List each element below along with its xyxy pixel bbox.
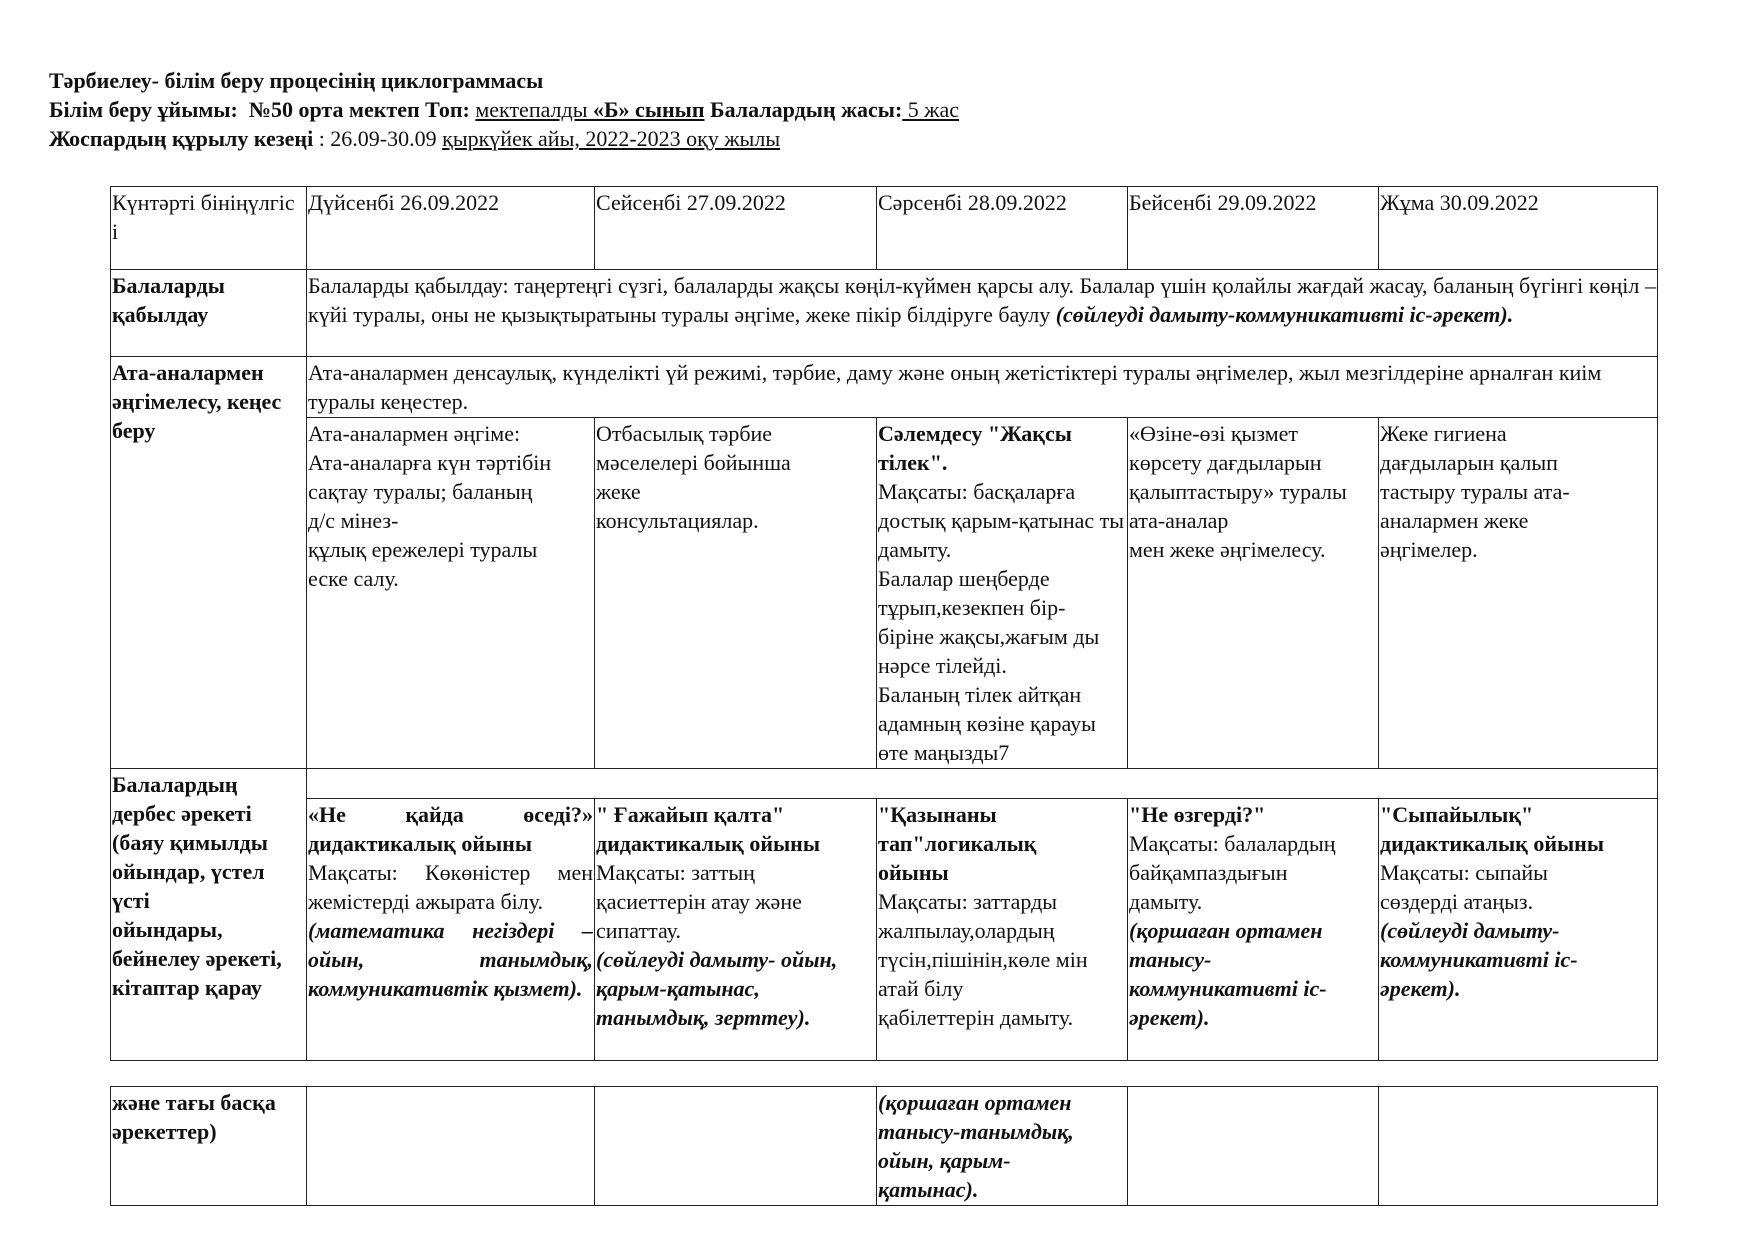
- reception-label: Балаларды қабылдау: [111, 270, 307, 357]
- header-tuesday: Сейсенбі 27.09.2022: [595, 187, 877, 270]
- parents-monday: Ата-аналармен әңгіме: Ата-аналарға күн тәртібін сақтау туралы; баланың д/с мінез- құлық ережелері туралы еске салу.: [307, 418, 595, 769]
- header-friday: Жұма 30.09.2022: [1379, 187, 1658, 270]
- parents-days-row: [111, 418, 1658, 769]
- continuation-label: және тағы басқа әрекеттер): [111, 1087, 307, 1206]
- continuation-friday: [1379, 1087, 1658, 1206]
- continuation-table: [110, 1086, 1658, 1206]
- activity-empty-cell: [307, 769, 1658, 799]
- activity-friday: "Сыпайылық" дидактикалық ойыны Мақсаты: сыпайы сөздерді атаңыз. (сөйлеуді дамыту- коммуникативті іс- әрекет).: [1379, 799, 1658, 1061]
- table-header-row: [111, 187, 1658, 270]
- parents-tuesday: Отбасылық тәрбие мәселелері бойынша жеке консультациялар.: [595, 418, 877, 769]
- header-monday: Дүйсенбі 26.09.2022: [307, 187, 595, 270]
- parents-common-row: [111, 357, 1658, 418]
- continuation-row: [111, 1087, 1658, 1206]
- parents-thursday: «Өзіне-өзі қызмет көрсету дағдыларын қалыптастыру» туралы ата-аналар мен жеке әңгімелесу.: [1128, 418, 1379, 769]
- cyclogram-table: [110, 186, 1658, 1061]
- activity-monday: «Не қайда өседі?» дидактикалық ойыны Мақсаты: Көкөністер мен жемістерді ажырата білу. (математика негіздері – ойын, танымдық, коммуникативтік қызмет).: [307, 799, 595, 1061]
- organization-line: Білім беру ұйымы: №50 орта мектеп Топ: мектепалды «Б» сынып Балалардың жасы: 5 жас: [49, 97, 960, 122]
- parents-friday: Жеке гигиена дағдыларын қалып тастыру туралы ата- аналармен жеке әңгімелер.: [1379, 418, 1658, 769]
- header-schedule: Күнтәрті бініңүлгіс і: [111, 187, 307, 270]
- activity-spacer-row: [111, 769, 1658, 799]
- parents-wednesday: Сәлемдесу "Жақсы тілек". Мақсаты: басқаларға достық қарым-қатынас ты дамыту. Балалар шеңберде тұрып,кезекпен бір- біріне жақсы,жағым ды нәрсе тілейді. Баланың тілек айтқан адамның көзіне қарауы өте маңызды7: [877, 418, 1128, 769]
- activity-tuesday: " Ғажайып қалта" дидактикалық ойыны Мақсаты: заттың қасиеттерін атау және сипаттау. (сөйлеуді дамыту- ойын, қарым-қатынас, танымдық, зерттеу).: [595, 799, 877, 1061]
- activity-days-row: [111, 799, 1658, 1061]
- continuation-monday: [307, 1087, 595, 1206]
- reception-text: Балаларды қабылдау: таңертеңгі сүзгі, балаларды жақсы көңіл-күймен қарсы алу. Балалар үшін қолайлы жағдай жасау, баланың бүгінгі көңіл – күйі туралы, оны не қызықтыратыны туралы әңгіме, жеке пікір білдіруге баулу (сөйлеуді дамыту-коммуникативті іс-әрекет).: [307, 270, 1658, 357]
- parents-label: Ата-аналармен әңгімелесу, кеңес беру: [111, 357, 307, 769]
- activity-wednesday: "Қазынаны тап"логикалық ойыны Мақсаты: заттарды жалпылау,олардың түсін,пішінін,көле мін атай білу қабілеттерін дамыту.: [877, 799, 1128, 1061]
- reception-row: [111, 270, 1658, 357]
- continuation-thursday: [1128, 1087, 1379, 1206]
- activity-thursday: "Не өзгерді?" Мақсаты: балалардың байқампаздығын дамыту. (қоршаған ортамен танысу- коммуникативті іс- әрекет).: [1128, 799, 1379, 1061]
- continuation-wednesday: (қоршаған ортамен танысу-танымдық, ойын, қарым- қатынас).: [877, 1087, 1128, 1206]
- header-wednesday: Сәрсенбі 28.09.2022: [877, 187, 1128, 270]
- activity-label: Балалардың дербес әрекеті (баяу қимылды ойындар, үстел үсті ойындары, бейнелеу әрекеті, кітаптар қарау: [111, 769, 307, 1061]
- document-title: Тәрбиелеу- білім беру процесінің циклограммасы: [49, 68, 544, 93]
- period-line: Жоспардың құрылу кезеңі : 26.09-30.09 қыркүйек айы, 2022-2023 оқу жылы: [49, 126, 781, 151]
- document-header: [49, 66, 959, 153]
- parents-common-text: Ата-аналармен денсаулық, күнделікті үй режимі, тәрбие, даму және оның жетістіктері туралы әңгімелер, жыл мезгілдеріне арналған киім туралы кеңестер.: [307, 357, 1658, 418]
- continuation-tuesday: [595, 1087, 877, 1206]
- header-thursday: Бейсенбі 29.09.2022: [1128, 187, 1379, 270]
